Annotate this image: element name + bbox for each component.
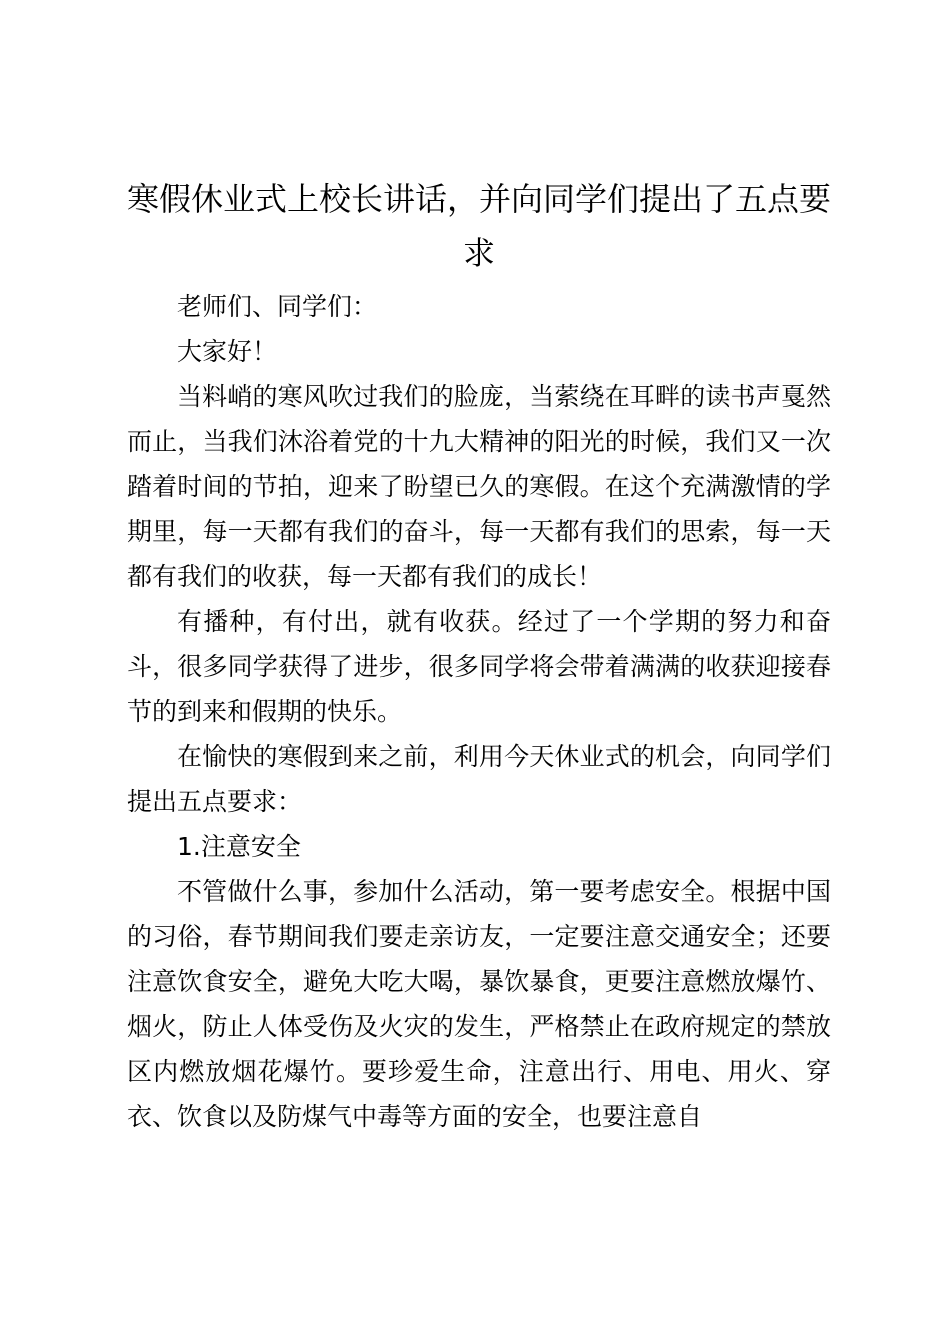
paragraph-safety: 不管做什么事，参加什么活动，第一要考虑安全。根据中国的习俗，春节期间我们要走亲访友，一定要注意交通安全；还要注意饮食安全，避免大吃大喝，暴饮暴食，更要注意燃放爆竹、烟火，防止人体受伤及火灾的发生，严格禁止在政府规定的禁放区内燃放烟花爆竹。要珍爱生命，注意出行、用电、用火、穿衣、饮食以及防煤气中毒等方面的安全，也要注意自 [127,877,831,1131]
paragraph-intro: 当料峭的寒风吹过我们的脸庞，当萦绕在耳畔的读书声戛然而止，当我们沐浴着党的十九大精神的阳光的时候，我们又一次踏着时间的节拍，迎来了盼望已久的寒假。在这个充满激情的学期里，每一天都有我们的奋斗，每一天都有我们的思索，每一天都有我们的收获，每一天都有我们的成长！ [127,382,831,591]
paragraph-requirements-intro: 在愉快的寒假到来之前，利用今天休业式的机会，向同学们提出五点要求： [127,742,831,816]
paragraph-harvest: 有播种，有付出，就有收获。经过了一个学期的努力和奋斗，很多同学获得了进步，很多同学将会带着满满的收获迎接春节的到来和假期的快乐。 [127,607,831,726]
paragraph-greeting: 大家好！ [177,337,278,366]
section-heading-safety: 1.注意安全 [177,832,301,861]
document-page [127,172,831,1139]
document-title: 寒假休业式上校长讲话，并向同学们提出了五点要求 [127,180,832,272]
paragraph-greeting-audience: 老师们、同学们： [177,292,378,321]
